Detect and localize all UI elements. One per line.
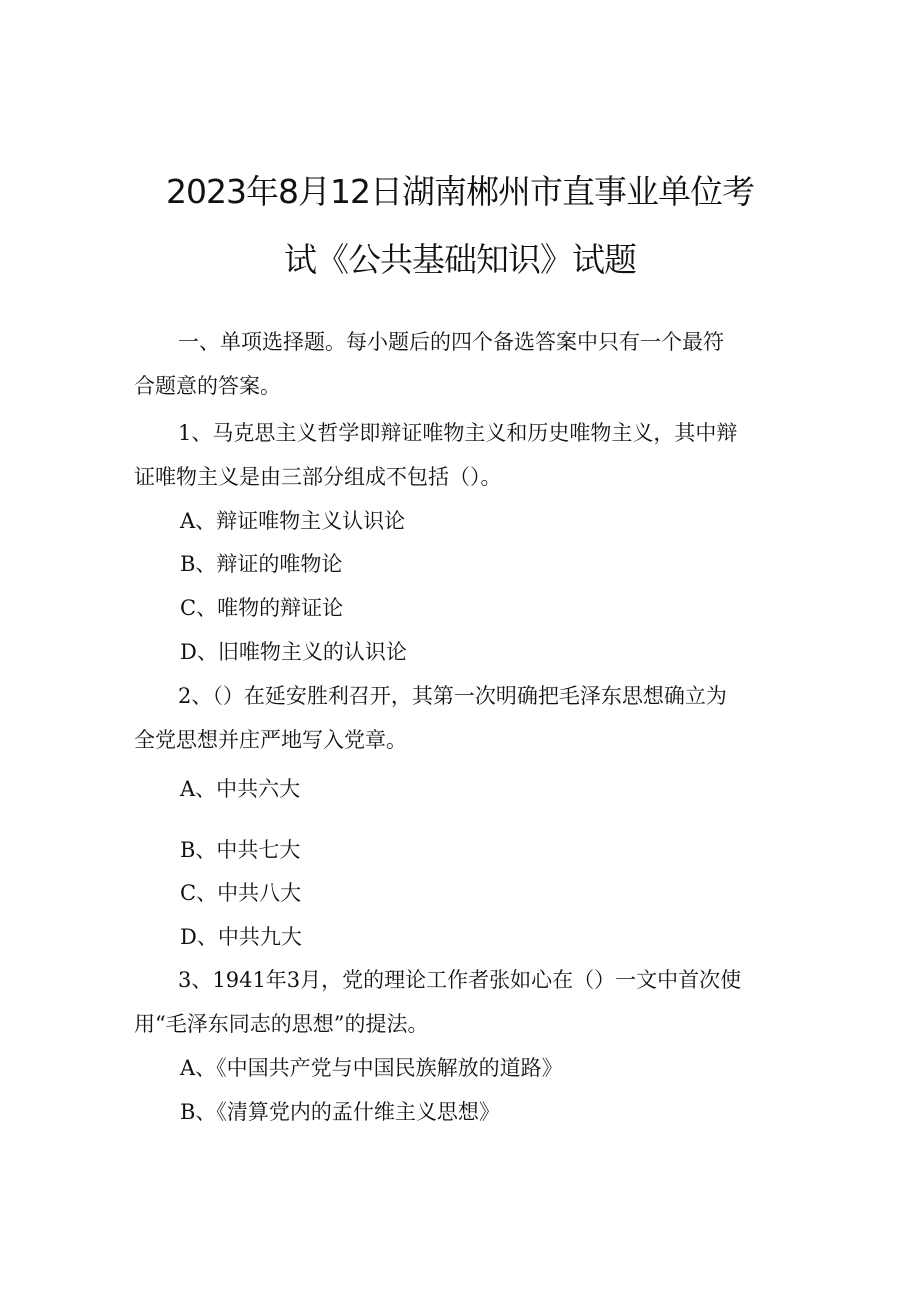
question-1-option-b: B、辩证的唯物论 (180, 552, 343, 576)
question-2-option-c: C、中共八大 (180, 881, 302, 905)
section-heading-line-1: 一、单项选择题。每小题后的四个备选答案中只有一个最符 (178, 330, 724, 354)
question-3-stem-line-2: 用“毛泽东同志的思想”的提法。 (134, 1012, 429, 1036)
section-heading-line-2: 合题意的答案。 (134, 374, 281, 398)
question-1-option-a: A、辩证唯物主义认识论 (180, 509, 406, 533)
question-1-stem-line-2: 证唯物主义是由三部分组成不包括（）。 (134, 465, 502, 489)
question-1-stem-line-1: 1、马克思主义哲学即辩证唯物主义和历史唯物主义，其中辩 (178, 421, 738, 445)
question-2-stem-line-2: 全党思想并庄严地写入党章。 (134, 728, 407, 752)
question-3-option-a: A、《中国共产党与中国民族解放的道路》 (180, 1056, 563, 1080)
question-2-option-d: D、中共九大 (180, 925, 302, 949)
question-3-option-b: B、《清算党内的孟什维主义思想》 (180, 1100, 500, 1124)
question-1-option-d: D、旧唯物主义的认识论 (180, 640, 407, 664)
document-title-line-2: 试《公共基础知识》试题 (284, 240, 636, 279)
question-2-option-a: A、中共六大 (180, 777, 301, 801)
question-3-stem-line-1: 3、1941年3月，党的理论工作者张如心在（）一文中首次使 (178, 968, 742, 992)
question-1-option-c: C、唯物的辩证论 (180, 596, 344, 620)
document-title-line-1: 2023年8月12日湖南郴州市直事业单位考 (166, 172, 754, 211)
question-2-option-b: B、中共七大 (180, 838, 301, 862)
question-2-stem-line-1: 2、（）在延安胜利召开，其第一次明确把毛泽东思想确立为 (178, 684, 727, 708)
